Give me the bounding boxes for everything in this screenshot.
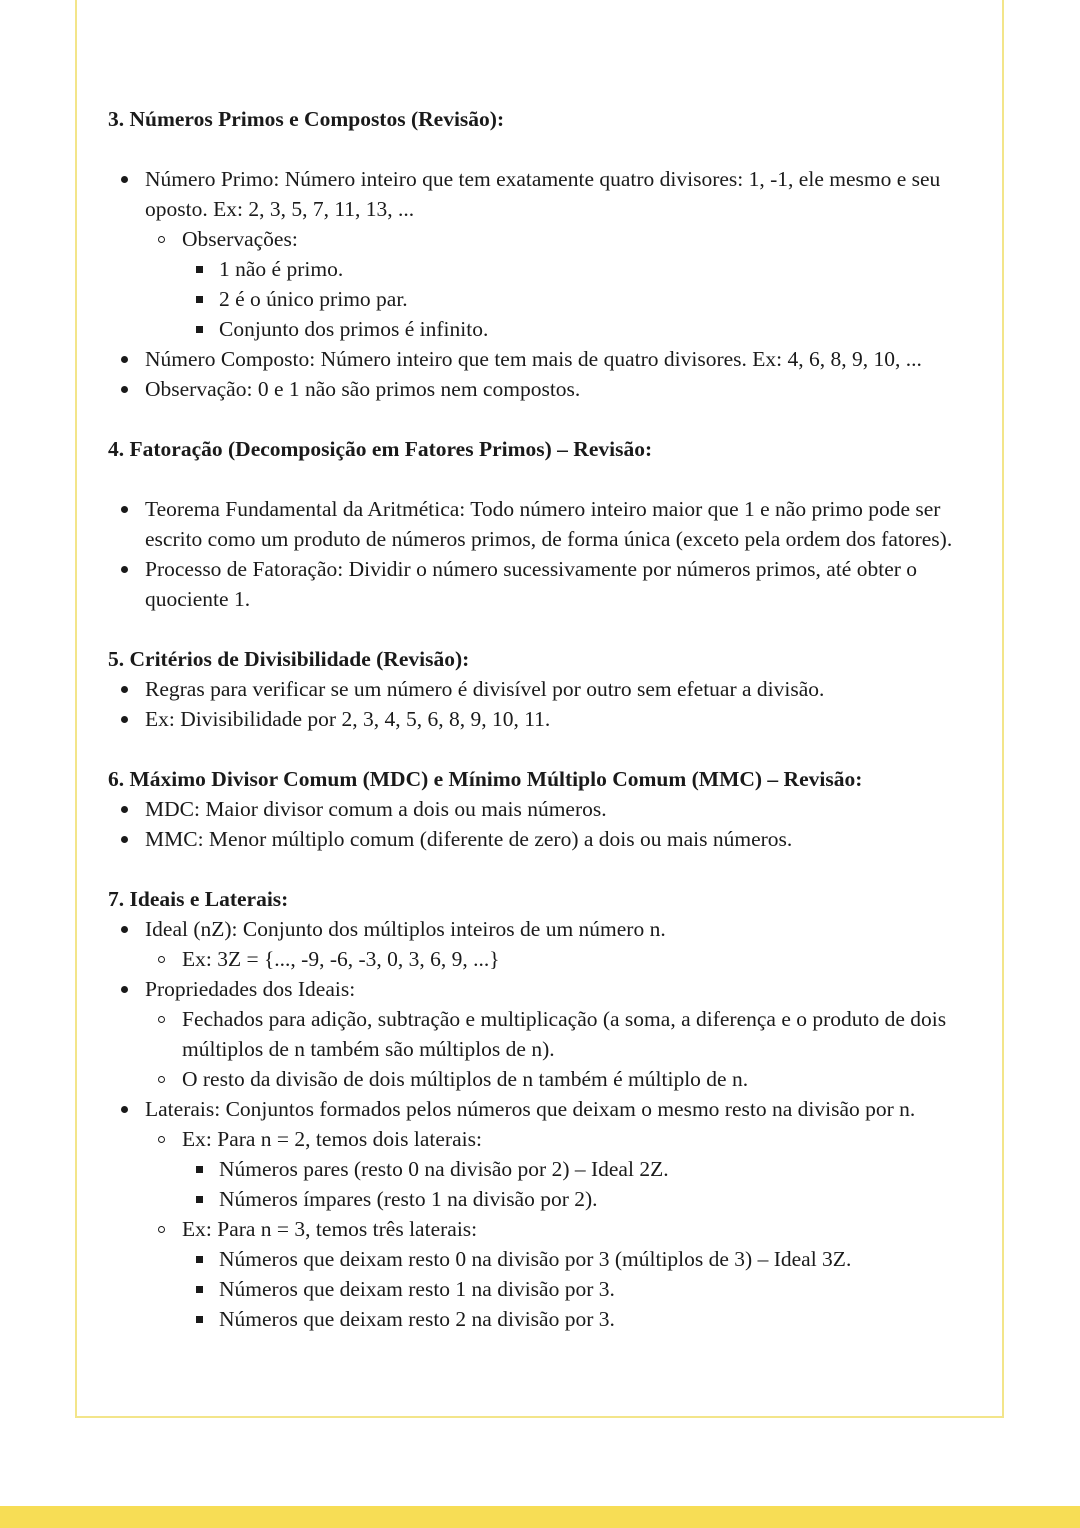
section-6-title: 6. Máximo Divisor Comum (MDC) e Mínimo Múltiplo Comum (MMC) – Revisão: <box>108 767 863 791</box>
section-3-title: 3. Números Primos e Compostos (Revisão): <box>108 107 505 131</box>
sub-sub-list-item: Números pares (resto 0 na divisão por 2) – Ideal 2Z. <box>182 1154 974 1184</box>
list-item: Regras para verificar se um número é divisível por outro sem efetuar a divisão. <box>108 674 974 704</box>
section-3-list <box>108 164 974 404</box>
sub-list <box>145 944 974 974</box>
section-7-list <box>108 914 974 1334</box>
list-item <box>108 914 974 974</box>
list-item: MDC: Maior divisor comum a dois ou mais números. <box>108 794 974 824</box>
section-5-list <box>108 674 974 734</box>
list-item-text: Ex: Para n = 2, temos dois laterais: <box>182 1127 482 1151</box>
list-item-text: Laterais: Conjuntos formados pelos números que deixam o mesmo resto na divisão por n. <box>145 1097 916 1121</box>
list-item <box>108 164 974 344</box>
list-item: Observação: 0 e 1 não são primos nem compostos. <box>108 374 974 404</box>
sub-list <box>145 1004 974 1094</box>
sub-list-item <box>145 1214 974 1334</box>
sub-sub-list-item: Números que deixam resto 0 na divisão por 3 (múltiplos de 3) – Ideal 3Z. <box>182 1244 974 1274</box>
sub-list <box>145 224 974 344</box>
bottom-accent-bar <box>0 1506 1080 1528</box>
sub-sub-list-item: Números ímpares (resto 1 na divisão por 2). <box>182 1184 974 1214</box>
list-item: Processo de Fatoração: Dividir o número sucessivamente por números primos, até obter o quociente 1. <box>108 554 974 614</box>
list-item <box>108 974 974 1094</box>
sub-list-item: Ex: 3Z = {..., -9, -6, -3, 0, 3, 6, 9, ...} <box>145 944 974 974</box>
section-7-title: 7. Ideais e Laterais: <box>108 887 289 911</box>
sub-sub-list <box>182 1154 974 1214</box>
sub-list-item <box>145 1124 974 1214</box>
sub-list-item <box>145 224 974 344</box>
list-item-text: Ideal (nZ): Conjunto dos múltiplos inteiros de um número n. <box>145 917 666 941</box>
sub-sub-list <box>182 1244 974 1334</box>
list-item-text: Ex: Para n = 3, temos três laterais: <box>182 1217 478 1241</box>
list-item <box>108 1094 974 1334</box>
sub-sub-list-item: Números que deixam resto 1 na divisão por 3. <box>182 1274 974 1304</box>
section-5-title: 5. Critérios de Divisibilidade (Revisão): <box>108 647 470 671</box>
section-4-title: 4. Fatoração (Decomposição em Fatores Primos) – Revisão: <box>108 437 653 461</box>
section-6-list <box>108 794 974 854</box>
list-item-text: Observações: <box>182 227 298 251</box>
list-item: Número Composto: Número inteiro que tem mais de quatro divisores. Ex: 4, 6, 8, 9, 10, ... <box>108 344 974 374</box>
section-4-list <box>108 494 974 614</box>
list-item: Ex: Divisibilidade por 2, 3, 4, 5, 6, 8, 9, 10, 11. <box>108 704 974 734</box>
sub-list <box>145 1124 974 1334</box>
sub-sub-list-item: Números que deixam resto 2 na divisão por 3. <box>182 1304 974 1334</box>
list-item: MMC: Menor múltiplo comum (diferente de zero) a dois ou mais números. <box>108 824 974 854</box>
sub-list-item: O resto da divisão de dois múltiplos de n também é múltiplo de n. <box>145 1064 974 1094</box>
sub-list-item: Fechados para adição, subtração e multiplicação (a soma, a diferença e o produto de dois múltiplos de n também são múltiplos de n). <box>145 1004 974 1064</box>
sub-sub-list-item: 2 é o único primo par. <box>182 284 974 314</box>
sub-sub-list-item: Conjunto dos primos é infinito. <box>182 314 974 344</box>
sub-sub-list <box>182 254 974 344</box>
list-item: Teorema Fundamental da Aritmética: Todo número inteiro maior que 1 e não primo pode ser escrito como um produto de números primos, de forma única (exceto pela ordem dos fatores). <box>108 494 974 554</box>
list-item-text: Propriedades dos Ideais: <box>145 977 356 1001</box>
list-item-text: Número Primo: Número inteiro que tem exatamente quatro divisores: 1, -1, ele mesmo e seu oposto. Ex: 2, 3, 5, 7, 11, 13, ... <box>145 167 941 221</box>
document-content <box>108 104 974 1334</box>
sub-sub-list-item: 1 não é primo. <box>182 254 974 284</box>
